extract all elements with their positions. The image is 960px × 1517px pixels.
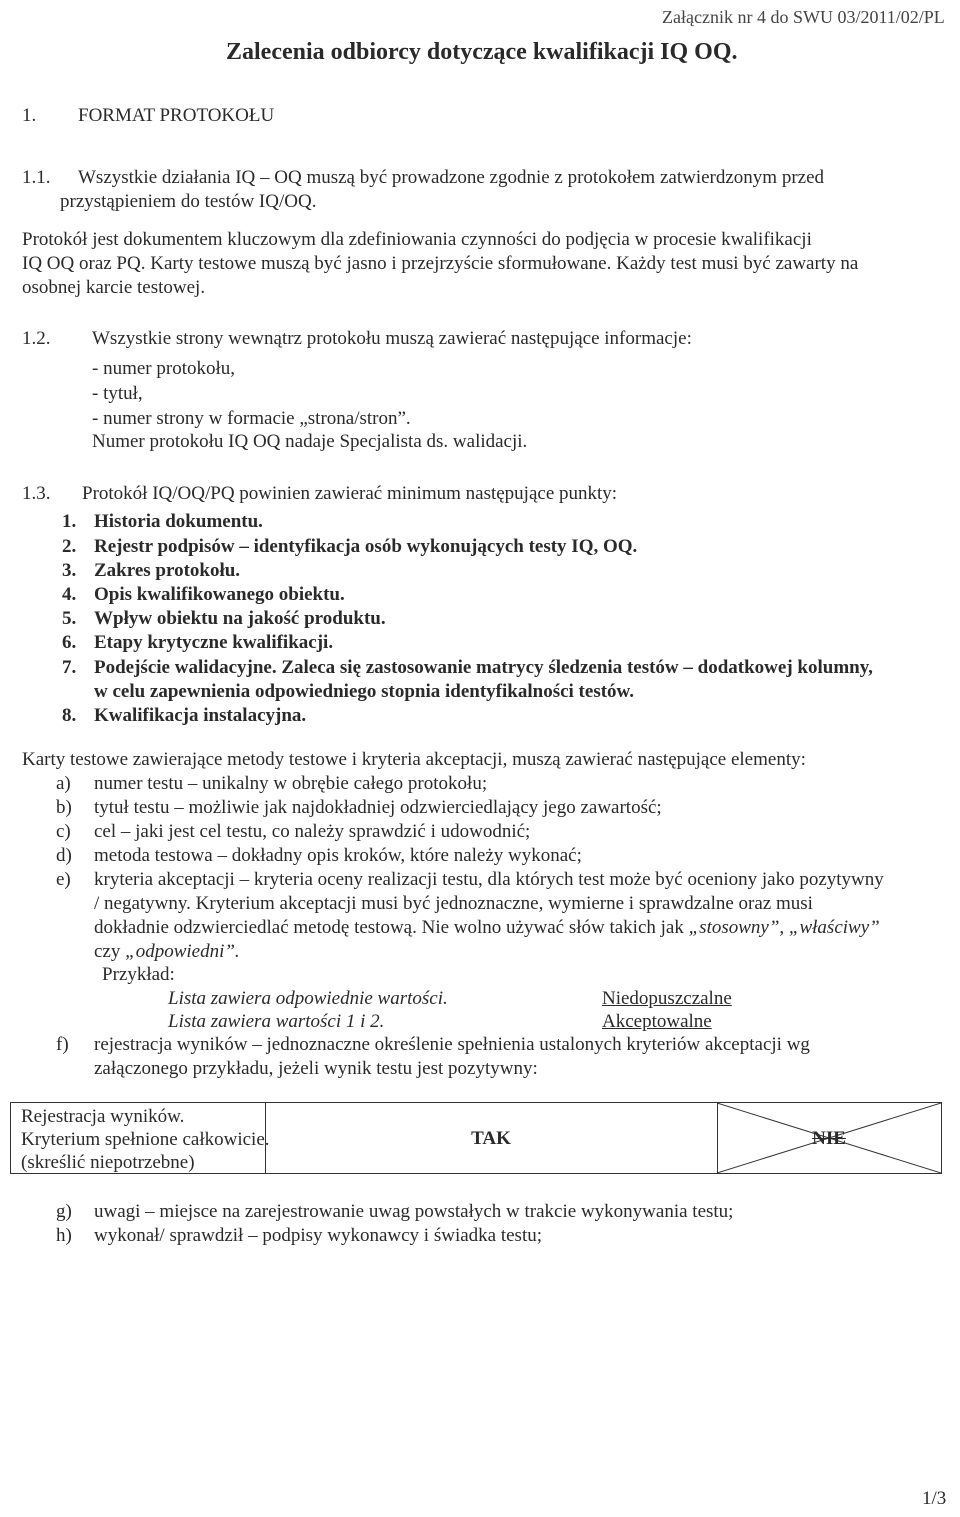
results-table (10, 1102, 942, 1174)
results-label-cell (11, 1103, 270, 1173)
list-item: Wpływ obiektu na jakość produktu. (94, 608, 386, 629)
list-marker: a) (56, 773, 71, 794)
results-yes-cell (265, 1103, 718, 1173)
text-run: czy (94, 941, 126, 962)
list-item: Historia dokumentu. (94, 511, 263, 532)
list-marker: f) (56, 1034, 69, 1055)
list-item-number: 6. (62, 632, 77, 653)
list-item: Zakres protokołu. (94, 560, 241, 581)
result-no-crossed: NIE (812, 1128, 846, 1149)
list-item-continuation (94, 940, 240, 964)
paragraph-text: osobnej karcie testowej. (22, 277, 206, 298)
list-item-number: 7. (62, 657, 77, 678)
list-item: cel – jaki jest cel testu, co należy sprawdzić i udowodnić; (94, 821, 531, 842)
paragraph-text: Wszystkie strony wewnątrz protokołu muszą zawierać następujące informacje: (92, 328, 692, 349)
paragraph-text: Karty testowe zawierające metody testowe i kryteria akceptacji, muszą zawierać następujące elementy: (22, 749, 806, 770)
section-number: 1. (22, 105, 37, 126)
section-heading: FORMAT PROTOKOŁU (78, 105, 275, 126)
list-item: uwagi – miejsce na zarejestrowanie uwag powstałych w trakcie wykonywania testu; (94, 1201, 734, 1222)
list-item: Kwalifikacja instalacyjna. (94, 705, 307, 726)
list-item-number: 1. (62, 511, 77, 532)
list-item: numer testu – unikalny w obrębie całego protokołu; (94, 773, 488, 794)
results-no-cell (717, 1103, 941, 1173)
list-item-number: 3. (62, 560, 77, 581)
list-item: Rejestr podpisów – identyfikacja osób wykonujących testy IQ, OQ. (94, 536, 638, 557)
list-marker: g) (56, 1201, 72, 1222)
example-verdict: Niedopuszczalne (602, 988, 732, 1009)
list-item-number: 8. (62, 705, 77, 726)
list-item-number: 2. (62, 536, 77, 557)
list-item: Etapy krytyczne kwalifikacji. (94, 632, 334, 653)
results-label: Kryterium spełnione całkowicie. (21, 1129, 270, 1150)
list-item: - numer strony w formacie „strona/stron”. (92, 408, 411, 429)
paragraph-number: 1.1. (22, 167, 51, 188)
list-item-continuation: załączonego przykładu, jeżeli wynik testu jest pozytywny: (94, 1058, 538, 1079)
paragraph-text: Protokół jest dokumentem kluczowym dla zdefiniowania czynności do podjęcia w procesie kwalifikacji (22, 229, 812, 250)
list-item: metoda testowa – dokładny opis kroków, które należy wykonać; (94, 845, 582, 866)
list-item: - numer protokołu, (92, 358, 236, 379)
result-yes: TAK (471, 1128, 511, 1149)
document-title: Zalecenia odbiorcy dotyczące kwalifikacji IQ OQ. (226, 39, 738, 65)
paragraph-note: Numer protokołu IQ OQ nadaje Specjalista ds. walidacji. (92, 431, 528, 452)
list-marker: d) (56, 845, 72, 866)
paragraph-text: Wszystkie działania IQ – OQ muszą być prowadzone zgodnie z protokołem zatwierdzonym przed (78, 167, 825, 188)
page-number: 1/3 (922, 1488, 947, 1509)
paragraph-text: IQ OQ oraz PQ. Karty testowe muszą być jasno i przejrzyście sformułowane. Każdy test musi być zawarty na (22, 253, 859, 274)
example-text: Lista zawiera wartości 1 i 2. (168, 1011, 385, 1032)
list-item-number: 5. (62, 608, 77, 629)
example-verdict: Akceptowalne (602, 1011, 712, 1032)
paragraph-number: 1.3. (22, 483, 51, 504)
list-item: wykonał/ sprawdził – podpisy wykonawcy i świadka testu; (94, 1225, 543, 1246)
list-item-continuation: / negatywny. Kryterium akceptacji musi być jednoznaczne, wymierne i sprawdzalne oraz musi (94, 893, 813, 914)
quoted-words: „stosowny”, „właściwy” (688, 917, 880, 938)
paragraph-number: 1.2. (22, 328, 51, 349)
list-item-continuation: w celu zapewnienia odpowiedniego stopnia identyfikalności testów. (94, 681, 634, 702)
results-label: Rejestracja wyników. (21, 1106, 185, 1127)
list-item-continuation (94, 916, 880, 940)
attachment-reference: Załącznik nr 4 do SWU 03/2011/02/PL (662, 7, 945, 27)
text-run: dokładnie odzwierciedlać metodę testową. Nie wolno używać słów takich jak (94, 917, 689, 938)
list-item: tytuł testu – możliwie jak najdokładniej odzwierciedlający jego zawartość; (94, 797, 662, 818)
list-item: kryteria akceptacji – kryteria oceny realizacji testu, dla których test może być oceniony jako pozytywny (94, 869, 884, 890)
list-marker: e) (56, 869, 71, 890)
list-marker: h) (56, 1225, 72, 1246)
list-item: rejestracja wyników – jednoznaczne określenie spełnienia ustalonych kryteriów akceptacji wg (94, 1034, 810, 1055)
list-item: - tytuł, (92, 383, 143, 404)
results-label: (skreślić niepotrzebne) (21, 1152, 195, 1173)
list-item-number: 4. (62, 584, 77, 605)
paragraph-text: Protokół IQ/OQ/PQ powinien zawierać minimum następujące punkty: (82, 483, 618, 504)
quoted-words: „odpowiedni”. (125, 941, 240, 962)
example-label: Przykład: (102, 964, 175, 985)
list-item: Podejście walidacyjne. Zaleca się zastosowanie matrycy śledzenia testów – dodatkowej kolumny, (94, 657, 873, 678)
paragraph-text: przystąpieniem do testów IQ/OQ. (60, 191, 317, 212)
list-marker: b) (56, 797, 72, 818)
list-item: Opis kwalifikowanego obiektu. (94, 584, 345, 605)
example-text: Lista zawiera odpowiednie wartości. (168, 988, 448, 1009)
list-marker: c) (56, 821, 71, 842)
